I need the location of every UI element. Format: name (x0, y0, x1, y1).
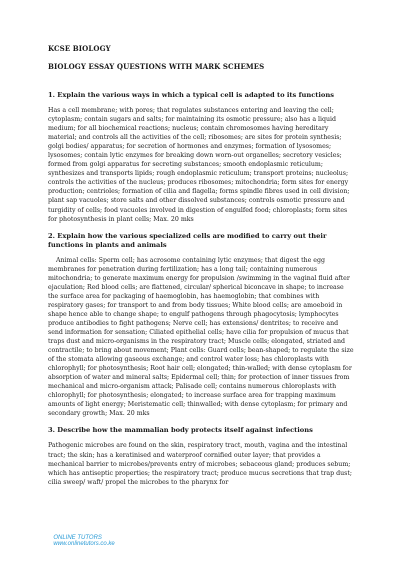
question-2-answer: Animal cells: Sperm cell; has acrosome containing lytic enzymes; that digest the egg membranes for penetration during fertilization; has a long tail; containing numerous mitochondria; to generate maximum energy for propulsion /swimming in the vaginal fluid after ejaculation; Red blood cells; are flattened, circular/ spherical biconcave in shape; to increase the surface area for packaging of haemoglobin, has haemoglobin; that combines with respiratory gases; for transport to and from body tissues; White blood cells; are amoeboid in shape hence able to change shape; to engulf pathogens through phagocytosis; lymphocytes produce antibodies to fight pathogens; Nerve cell; has extensions/ dentrites; to receive and send information for sensation; Ciliated epithelial cells; have cilia for propulsion of mucus that traps dust and micro-organisms in the respiratory tract; Muscle cells; elongated, striated and contractile; to bring about movement; Plant cells: Guard cells; bean-shaped; to regulate the size of the stomata allowing gaseous exchange; and control water loss; has chloroplasts with chlorophyll; for photosynthesis; Root hair cell; elongated; thin-walled; with dense cytoplasm for absorption of water and mineral salts; Epidermal cell; thin; for protection of inner tissues from mechanical and micro-organism attack; Palisade cell; contains numerous chloroplasts with chlorophyll; for photosynthesis; elongated; to increase surface area for trapping maximum amounts of light energy; Meristematic cell; thinwalled; with dense cytoplasm; for primary and secondary growth; Max. 20 mks (48, 256, 354, 418)
footer-website-link[interactable]: www.onlinetutors.co.ke (53, 541, 115, 547)
question-3-heading: 3. Describe how the mammalian body protects itself against infections (48, 426, 313, 435)
footer-brand: ONLINE TUTORS (53, 535, 102, 541)
subject-heading: KCSE BIOLOGY (48, 44, 111, 53)
question-1-answer: Has a cell membrane; with pores; that regulates substances entering and leaving the cell; cytoplasm; contain sugars and salts; for maintaining its osmotic pressure; also has a liquid medium; for all biochemical reactions; nucleus; contain chromosomes having hereditary material; and controls all the activities of the cell; ribosomes; are sites for protein synthesis; golgi bodies/ apparatus; for secretion of hormones and enzymes; formation of lysosomes; lysosomes; contain lytic enzymes for breaking down worn-out organelles; secretory vesicles; formed from golgi apparatus for secreting substances; smooth endoplasmic reticulum; synthesizes and transports lipids; rough endoplasmic reticulum; transport proteins; nucleolus; controls the activities of the nucleus; produces ribosomes; mitochondria; form sites for energy production; centrioles; formation of cilia and flagella; forms spindle fibres used in cell division; plant sap vacuoles; store salts and other dissolved substances; controls osmotic pressure and turgidity of cells; food vacuoles involved in digestion of engulfed food; chloroplasts; form sites for photosynthesis in plant cells; Max. 20 mks (48, 107, 350, 223)
page-footer (50, 529, 125, 547)
question-2-heading: 2. Explain how the various specialized cells are modified to carry out their functions in plants and animals (48, 231, 327, 249)
question-3-answer: Pathogenic microbes are found on the skin, respiratory tract, mouth, vagina and the intestinal tract; the skin; has a keratinised and waterproof cornified outer layer; that provides a mechanical barrier to microbes/prevents entry of microbes; sebaceous gland; produces sebum; which has antiseptic properties; the respiratory tract; produce mucus secretions that trap dust; cilia sweep/ waft/ propel the microbes to the pharynx for (48, 442, 352, 486)
document-title: BIOLOGY ESSAY QUESTIONS WITH MARK SCHEMES (48, 62, 265, 71)
question-1-heading: 1. Explain the various ways in which a typical cell is adapted to its functions (48, 91, 334, 99)
